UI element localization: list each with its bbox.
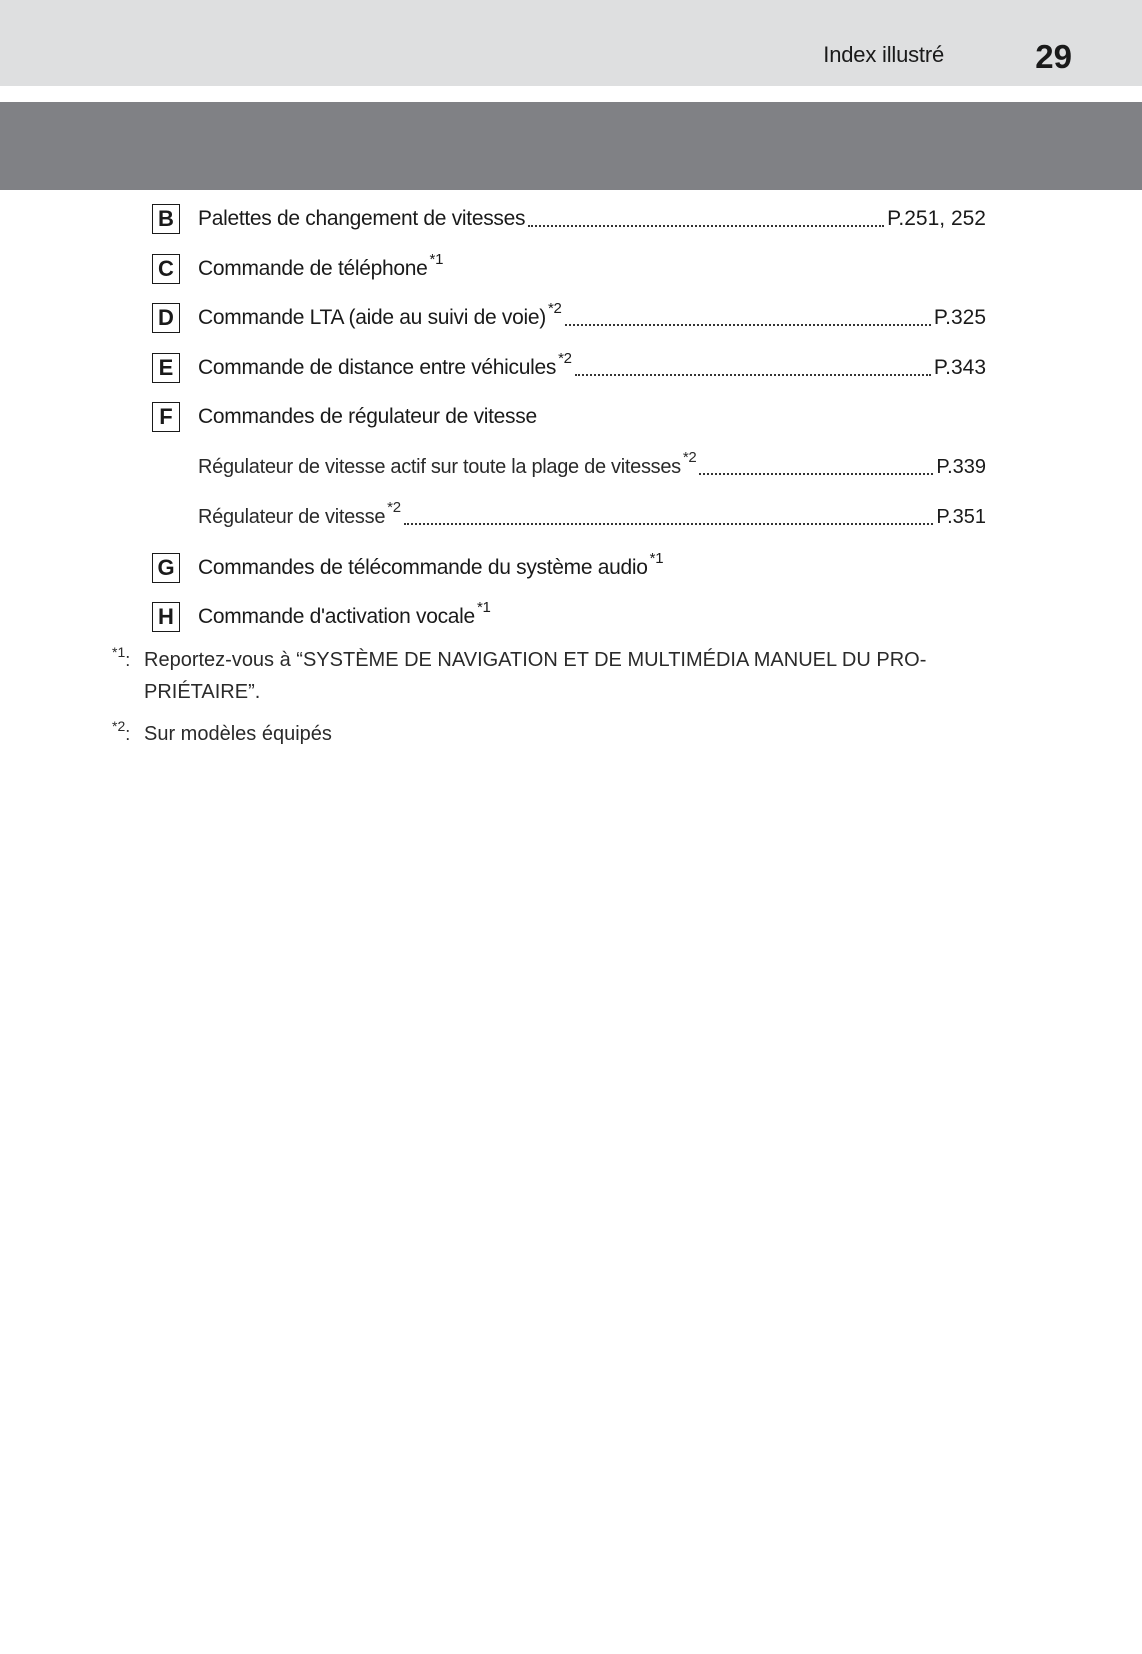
entry-label: Commandes de télécommande du système audio $^{*1}$: [198, 550, 664, 579]
index-entry-d[interactable]: [152, 302, 986, 334]
footnote-ref: *1: [476, 599, 491, 616]
footnote-marker: $^{*1}$:: [112, 644, 131, 670]
page-reference[interactable]: P.351: [936, 505, 986, 528]
page-reference[interactable]: P.325: [933, 306, 986, 329]
footnote-ref: *2: [558, 350, 572, 367]
leader-dots: [404, 523, 934, 525]
entry-letter: H: [152, 602, 180, 632]
entry-label: Régulateur de vitesse actif sur toute la plage de vitesses $^{*2}$: [198, 448, 697, 478]
footnote-ref: *1: [429, 251, 444, 268]
leader-dots: [528, 225, 884, 227]
footnote-ref: *2: [387, 498, 401, 516]
leader-dots: [575, 374, 931, 376]
entry-letter: G: [152, 553, 180, 583]
footnote-ref: *1: [649, 550, 664, 567]
page-reference[interactable]: P.343: [933, 356, 986, 379]
index-subentry-adaptive-cruise[interactable]: [198, 448, 986, 483]
entry-label: Commande LTA (aide au suivi de voie) $^{*2}$: [198, 300, 562, 329]
entry-label: Commande de téléphone $^{*1}$: [198, 251, 444, 280]
page-reference[interactable]: P.251, 252: [887, 207, 986, 230]
entry-label: Commande de distance entre véhicules $^{*2}$: [198, 350, 572, 379]
index-entry-e[interactable]: [152, 352, 986, 384]
entry-label: Régulateur de vitesse $^{*2}$: [198, 498, 401, 528]
header-band: [0, 102, 1142, 190]
entry-letter: D: [152, 303, 180, 333]
footnote-ref: *2: [682, 448, 697, 466]
entry-label: Palettes de changement de vitesses: [198, 207, 526, 230]
index-entry-f[interactable]: [152, 401, 986, 433]
page-number: 29: [1035, 38, 1072, 75]
entry-label: Commande d'activation vocale $^{*1}$: [198, 599, 491, 628]
entry-letter: E: [152, 353, 180, 383]
footnote-ref: *2: [547, 300, 562, 317]
footnote-2: [112, 718, 1012, 751]
entry-letter: C: [152, 254, 180, 284]
header-bar: [0, 0, 1142, 86]
section-title: Index illustré: [823, 42, 944, 67]
page-reference[interactable]: P.339: [936, 455, 986, 478]
entry-letter: B: [152, 204, 180, 234]
leader-dots: [699, 473, 933, 475]
footnote-text: Reportez-vous à “SYSTÈME DE NAVIGATION ET DE MULTIMÉDIA MANUEL DU PRO-PRIÉTAIRE”.: [144, 649, 927, 703]
footnote-marker: $^{*2}$:: [112, 718, 131, 744]
index-entry-c[interactable]: [152, 253, 986, 285]
footnote-text: Sur modèles équipés: [144, 723, 332, 745]
index-entry-g[interactable]: [152, 552, 986, 584]
footnote-1: [112, 644, 1012, 708]
entry-label: Commandes de régulateur de vitesse: [198, 405, 537, 428]
entry-letter: F: [152, 402, 180, 432]
index-subentry-cruise[interactable]: [198, 498, 986, 533]
index-entry-b[interactable]: [152, 203, 986, 235]
leader-dots: [565, 324, 931, 326]
index-entry-h[interactable]: [152, 601, 986, 633]
